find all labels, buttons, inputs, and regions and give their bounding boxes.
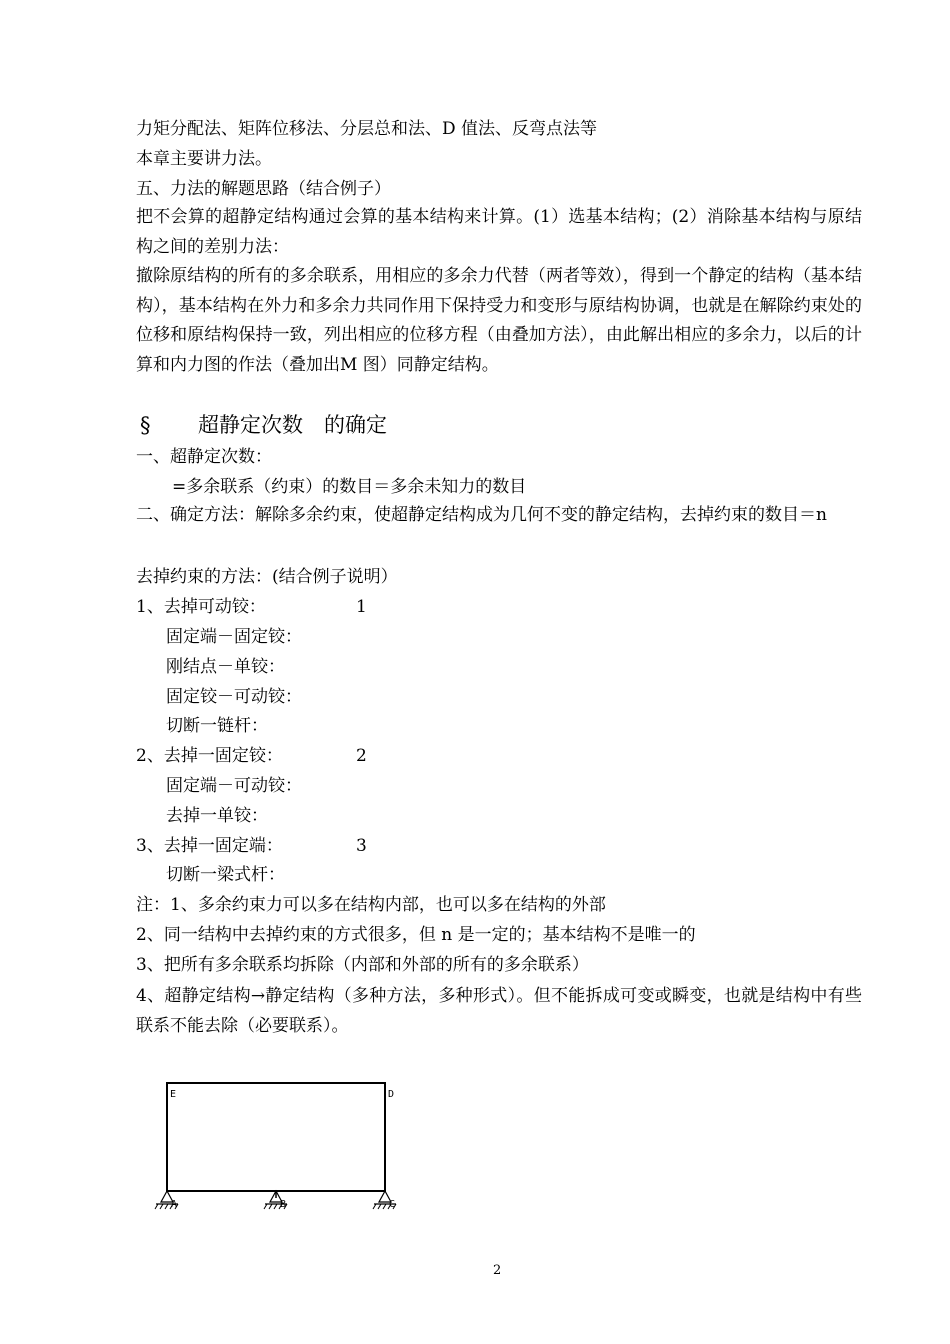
label-c: C (389, 1199, 396, 1210)
frame-diagram (150, 1078, 410, 1222)
label-a: A (171, 1199, 178, 1210)
group-1-item: 刚结点－单铰： (166, 657, 285, 677)
methods-line: 力矩分配法、矩阵位移法、分层总和法、D 值法、反弯点法等 (136, 119, 598, 139)
group-3-value: 3 (356, 836, 367, 856)
label-e: E (170, 1089, 177, 1100)
methods-title: 去掉约束的方法：(结合例子说明） (136, 567, 398, 587)
group-1-value: 1 (356, 597, 367, 617)
part2-title: 二、确定方法：解除多余约束，使超静定结构成为几何不变的静定结构，去掉约束的数目＝n (136, 505, 827, 525)
section5-paragraph-1: 把不会算的超静定结构通过会算的基本结构来计算。(1）选基本结构；(2）消除基本结构与原结构之间的差别力法： (136, 207, 862, 257)
part1-title: 一、超静定次数： (136, 447, 272, 467)
section5-paragraph-2: 撤除原结构的所有的多余联系，用相应的多余力代替（两者等效），得到一个静定的结构（基本结构），基本结构在外力和多余力共同作用下保持受力和变形与原结构协调，也就是在解除约束处的位移和原结构保持一致，列出相应的位移方程（由叠加方法），由此解出相应的多余力，以后的计算和内力图的作法（叠加出M 图）同静定结构。 (136, 266, 862, 375)
note-1: 注：1、多余约束力可以多在结构内部，也可以多在结构的外部 (136, 895, 606, 915)
group-1-label: 1、去掉可动铰： (136, 597, 266, 617)
page-number: 2 (493, 1263, 502, 1278)
label-b: B (280, 1199, 287, 1210)
group-2-label: 2、去掉一固定铰： (136, 746, 283, 766)
group-1-item: 固定铰－可动铰： (166, 687, 302, 707)
group-1-item: 固定端－固定铰： (166, 627, 302, 647)
section-symbol: § (140, 413, 151, 437)
frame-rectangle (167, 1083, 385, 1191)
section-heading-text: 超静定次数 的确定 (198, 413, 387, 437)
note-2: 2、同一结构中去掉约束的方式很多，但 n 是一定的；基本结构不是唯一的 (136, 925, 696, 945)
focus-line: 本章主要讲力法。 (136, 149, 272, 169)
group-1-item: 切断一链杆： (166, 716, 268, 736)
group-3-label: 3、去掉一固定端： (136, 836, 283, 856)
group-3-item: 切断一梁式杆： (166, 865, 285, 885)
group-2-item: 去掉一单铰： (166, 806, 268, 826)
section5-title: 五、力法的解题思路（结合例子） (136, 179, 391, 199)
label-d: D (388, 1089, 395, 1100)
frame-diagram-svg (150, 1078, 410, 1218)
note-4: 4、超静定结构→静定结构（多种方法，多种形式）。但不能拆成可变或瞬变，也就是结构中有些联系不能去除（必要联系）。 (136, 986, 862, 1036)
group-2-item: 固定端－可动铰： (166, 776, 302, 796)
section-heading (140, 412, 387, 438)
note-3: 3、把所有多余联系均拆除（内部和外部的所有的多余联系） (136, 955, 589, 975)
part1-definition: =多余联系（约束）的数目＝多余未知力的数目 (172, 477, 527, 497)
group-2-value: 2 (356, 746, 367, 766)
